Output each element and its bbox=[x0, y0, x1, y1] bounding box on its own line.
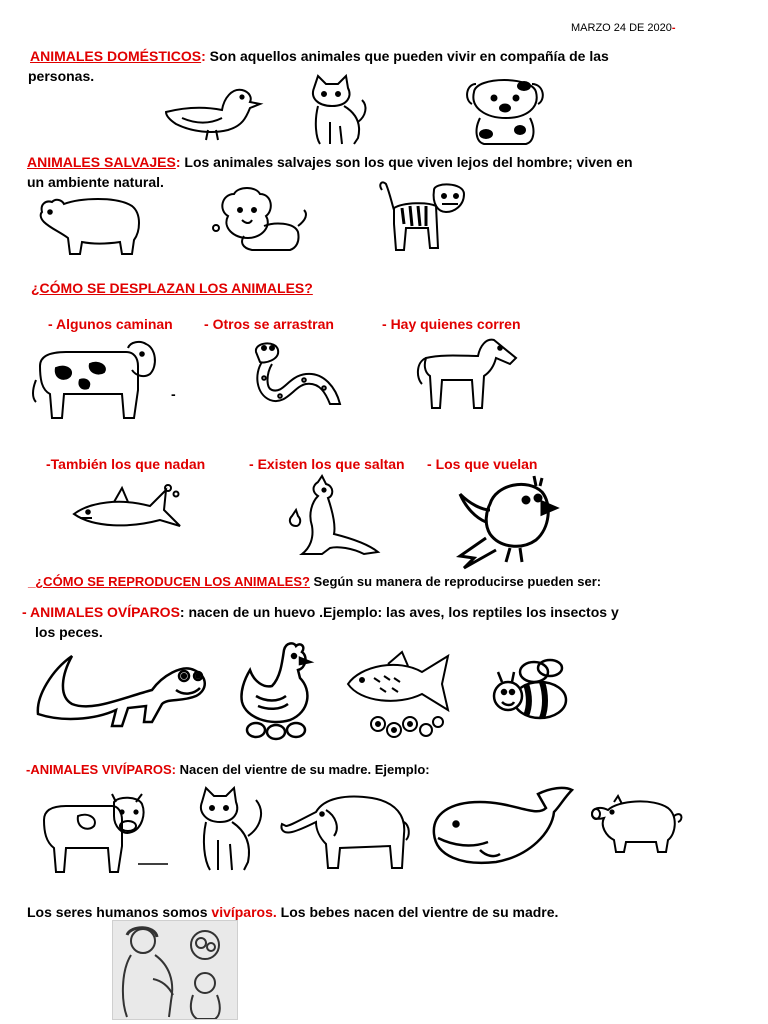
bear-drawing bbox=[36, 192, 144, 258]
horse-drawing bbox=[412, 334, 522, 414]
move-walk bbox=[48, 314, 173, 334]
move-jump-dash: - bbox=[249, 456, 258, 472]
viviparous-title: ANIMALES VIVÍPAROS: bbox=[30, 762, 177, 777]
move-fly bbox=[427, 454, 537, 474]
move-swim bbox=[46, 454, 205, 474]
move-crawl-dash: - bbox=[204, 316, 213, 332]
oviparous-text-1: : nacen de un huevo .Ejemplo: las aves, los reptiles los insectos y bbox=[179, 604, 619, 620]
wild-title: ANIMALES SALVAJES bbox=[27, 154, 176, 170]
kitten-drawing bbox=[304, 72, 370, 148]
pig-drawing bbox=[588, 794, 686, 856]
move-fly-dash: - bbox=[427, 456, 436, 472]
lizard-drawing bbox=[32, 646, 212, 730]
hen-drawing bbox=[236, 640, 316, 740]
reproduction-question: ¿CÓMO SE REPRODUCEN LOS ANIMALES? bbox=[35, 574, 310, 589]
kangaroo-drawing bbox=[278, 476, 384, 558]
whale-drawing bbox=[430, 784, 576, 870]
mother-baby-picture bbox=[112, 920, 238, 1020]
move-walk-dash: - bbox=[48, 316, 57, 332]
bee-drawing bbox=[490, 650, 570, 722]
oviparous-dash: - bbox=[22, 604, 31, 620]
move-fly-label: Los que vuelan bbox=[435, 456, 538, 472]
domestic-colon: : bbox=[201, 48, 206, 64]
duck-drawing bbox=[162, 78, 262, 144]
wild-text-1: Los animales salvajes son los que viven lejos del hombre; viven en bbox=[180, 154, 633, 170]
move-run-label: Hay quienes corren bbox=[390, 316, 521, 332]
stray-dash: - bbox=[171, 386, 176, 402]
reproduction-lead: _ bbox=[28, 574, 36, 589]
lion-drawing bbox=[212, 186, 312, 256]
wild-text-2: un ambiente natural. bbox=[27, 174, 164, 190]
cow-drawing bbox=[30, 340, 160, 422]
shark-drawing bbox=[70, 480, 186, 542]
move-swim-dash: - bbox=[46, 456, 51, 472]
humans-highlight: vivíparos. bbox=[211, 904, 277, 920]
wild-paragraph bbox=[27, 152, 747, 172]
cow-viviparous-drawing bbox=[38, 792, 148, 876]
move-walk-label: Algunos caminan bbox=[56, 316, 173, 332]
domestic-text-2: personas. bbox=[28, 68, 95, 84]
move-crawl-label: Otros se arrastran bbox=[212, 316, 334, 332]
move-run-dash: - bbox=[382, 316, 391, 332]
move-jump-label: Existen los que saltan bbox=[257, 456, 405, 472]
movement-question: ¿CÓMO SE DESPLAZAN LOS ANIMALES? bbox=[31, 280, 313, 296]
mother-baby-drawing bbox=[113, 921, 237, 1019]
reproduction-text: Según su manera de reproducirse pueden ser: bbox=[309, 574, 602, 589]
puppy-drawing bbox=[462, 70, 548, 148]
fish-drawing bbox=[344, 648, 454, 744]
humans-text-1: Los seres humanos somos bbox=[27, 904, 212, 920]
oviparous-title: ANIMALES OVÍPAROS bbox=[30, 604, 180, 620]
move-swim-label: También los que nadan bbox=[50, 456, 206, 472]
viviparous-line bbox=[26, 760, 430, 780]
move-run bbox=[382, 314, 521, 334]
elephant-drawing bbox=[276, 792, 412, 872]
bird-drawing bbox=[456, 474, 560, 570]
date-mark: - bbox=[671, 22, 676, 34]
domestic-title: ANIMALES DOMÉSTICOS bbox=[30, 48, 202, 64]
oviparous-paragraph bbox=[22, 602, 762, 622]
humans-line bbox=[27, 902, 747, 922]
viviparous-dash: - bbox=[26, 762, 31, 777]
domestic-text-1: Son aquellos animales que pueden vivir en compañía de las bbox=[205, 48, 609, 64]
viviparous-text: Nacen del vientre de su madre. Ejemplo: bbox=[176, 762, 430, 777]
domestic-paragraph bbox=[30, 46, 750, 66]
kitten-viviparous-drawing bbox=[194, 784, 270, 876]
wild-colon: : bbox=[175, 154, 181, 170]
move-crawl bbox=[204, 314, 334, 334]
date-label bbox=[571, 22, 676, 34]
oviparous-text-2: los peces. bbox=[35, 624, 103, 640]
tiger-drawing bbox=[376, 180, 468, 254]
snake-drawing bbox=[244, 334, 348, 410]
reproduction-line bbox=[28, 572, 748, 592]
date-text: MARZO 24 DE 2020 bbox=[571, 22, 672, 34]
move-jump bbox=[249, 454, 405, 474]
humans-text-2: Los bebes nacen del vientre de su madre. bbox=[276, 904, 559, 920]
